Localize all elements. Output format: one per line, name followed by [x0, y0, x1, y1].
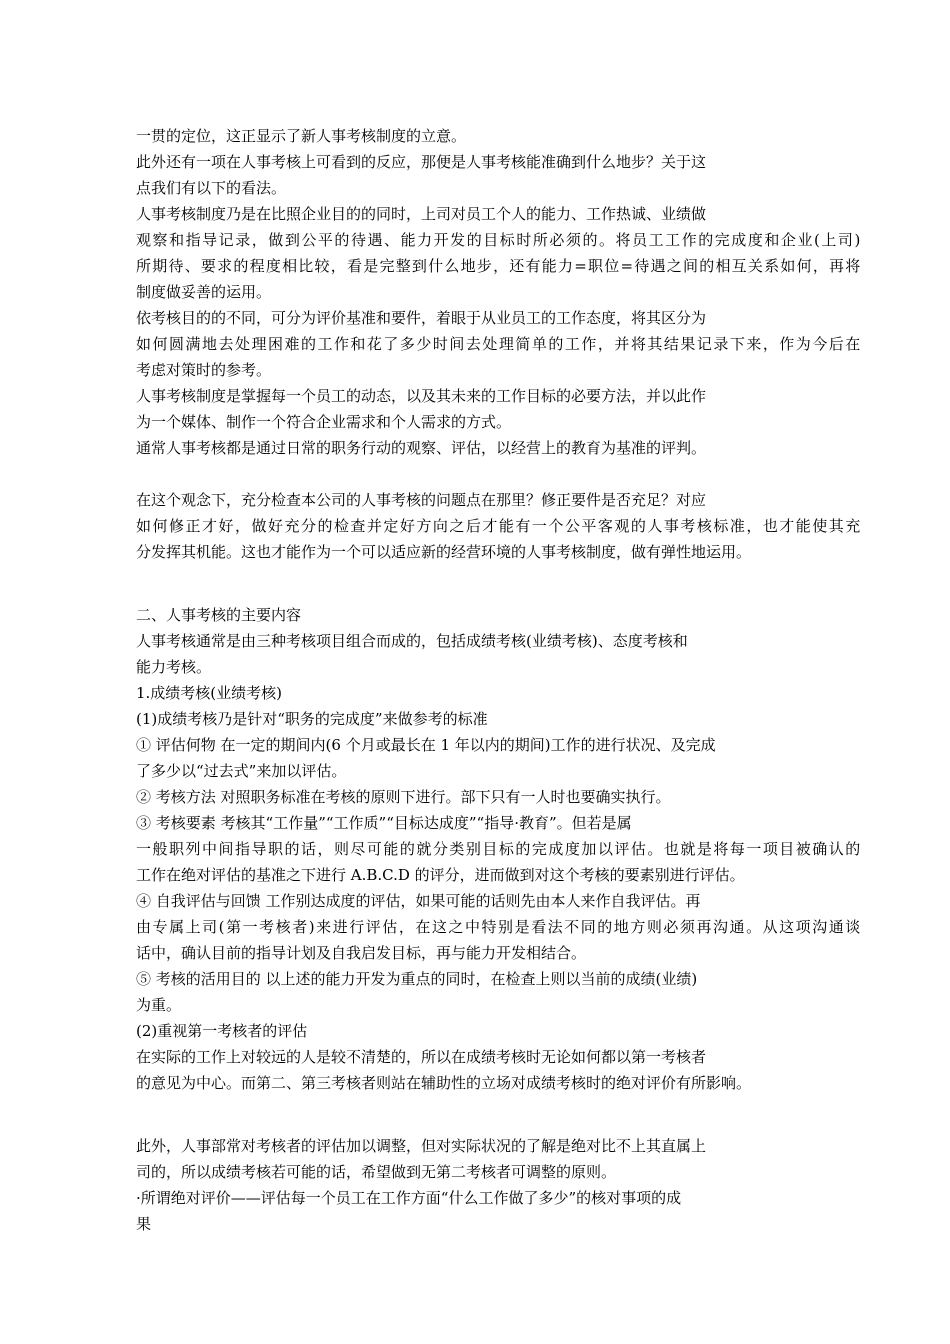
text-line: 依考核目的的不同，可分为评价基准和要件，着眼于从业员工的工作态度，将其区分为: [136, 309, 707, 327]
text-line: 为重。: [136, 996, 182, 1014]
text-line: 点我们有以下的看法。: [136, 179, 287, 197]
text-line: 此外，人事部常对考核者的评估加以调整，但对实际状况的了解是绝对比不上其直属上: [136, 1137, 707, 1155]
text-line: 通常人事考核都是通过日常的职务行动的观察、评估，以经营上的教育为基准的评判。: [136, 439, 707, 457]
text-line: 所期待、要求的程度相比较，看是完整到什么地步，还有能力=职位=待遇之间的相互关系如何，再将: [136, 257, 860, 275]
text-line: 考虑对策时的参考。: [136, 361, 272, 379]
text-line: 分发挥其机能。这也才能作为一个可以适应新的经营环境的人事考核制度，做有弹性地运用。: [136, 543, 752, 561]
section-heading: 二、人事考核的主要内容: [136, 606, 302, 624]
text-line: ⑤ 考核的活用目的 以上述的能力开发为重点的同时，在检查上则以当前的成绩(业绩): [136, 970, 698, 988]
text-line: (2)重视第一考核者的评估: [136, 1022, 308, 1040]
text-line: 的意见为中心。而第二、第三考核者则站在辅助性的立场对成绩考核时的绝对评价有所影响。: [136, 1074, 752, 1092]
text-line: (1)成绩考核乃是针对“职务的完成度”来做参考的标准: [136, 710, 488, 728]
text-line: ② 考核方法 对照职务标准在考核的原则下进行。部下只有一人时也要确实执行。: [136, 788, 671, 806]
text-line: 工作在绝对评估的基准之下进行 A.B.C.D 的评分，进而做到对这个考核的要素别进行评估。: [136, 866, 745, 884]
text-line: 人事考核制度是掌握每一个员工的动态，以及其未来的工作目标的必要方法，并以此作: [136, 387, 707, 405]
text-line: 一般职列中间指导职的话，则尽可能的就分类别目标的完成度加以评估。也就是将每一项目被确认的: [136, 840, 860, 858]
text-line: 人事考核通常是由三种考核项目组合而成的，包括成绩考核(业绩考核)、态度考核和: [136, 632, 688, 650]
text-line: 此外还有一项在人事考核上可看到的反应，那便是人事考核能准确到什么地步？关于这: [136, 153, 707, 171]
text-line: 司的，所以成绩考核若可能的话，希望做到无第二考核者可调整的原则。: [136, 1163, 617, 1181]
text-line: ·所谓绝对评价——评估每一个员工在工作方面“什么工作做了多少”的核对事项的成: [136, 1189, 682, 1207]
text-line: 为一个媒体、制作一个符合企业需求和个人需求的方式。: [136, 413, 512, 431]
text-line: ③ 考核要素 考核其“工作量”“工作质”“目标达成度”“指导·教育”。但若是属: [136, 814, 632, 832]
text-line: ④ 自我评估与回馈 工作别达成度的评估，如果可能的话则先由本人来作自我评估。再: [136, 892, 701, 910]
text-line: 如何圆满地去处理困难的工作和花了多少时间去处理简单的工作，并将其结果记录下来，作为今后在: [136, 335, 860, 353]
text-line: 一贯的定位，这正显示了新人事考核制度的立意。: [136, 127, 467, 145]
text-line: 制度做妥善的运用。: [136, 283, 272, 301]
subsection-heading: 1.成绩考核(业绩考核): [136, 684, 283, 702]
text-line: 如何修正才好，做好充分的检查并定好方向之后才能有一个公平客观的人事考核标准，也才能使其充: [136, 517, 860, 535]
text-line: ① 评估何物 在一定的期间内(6 个月或最长在 1 年以内的期间)工作的进行状况、及完成: [136, 736, 716, 754]
text-line: 果: [136, 1215, 152, 1233]
text-line: 在这个观念下，充分检查本公司的人事考核的问题点在那里？修正要件是否充足？对应: [136, 491, 707, 509]
text-line: 观察和指导记录，做到公平的待遇、能力开发的目标时所必须的。将员工工作的完成度和企业(上司): [136, 231, 860, 249]
text-line: 能力考核。: [136, 658, 212, 676]
text-line: 了多少以“过去式”来加以评估。: [136, 762, 347, 780]
text-line: 由专属上司(第一考核者)来进行评估，在这之中特别是看法不同的地方则必须再沟通。从这项沟通谈: [136, 918, 860, 936]
text-line: 话中，确认目前的指导计划及自我启发目标，再与能力开发相结合。: [136, 944, 587, 962]
text-line: 在实际的工作上对较远的人是较不清楚的，所以在成绩考核时无论如何都以第一考核者: [136, 1048, 707, 1066]
text-line: 人事考核制度乃是在比照企业目的的同时，上司对员工个人的能力、工作热诚、业绩做: [136, 205, 707, 223]
